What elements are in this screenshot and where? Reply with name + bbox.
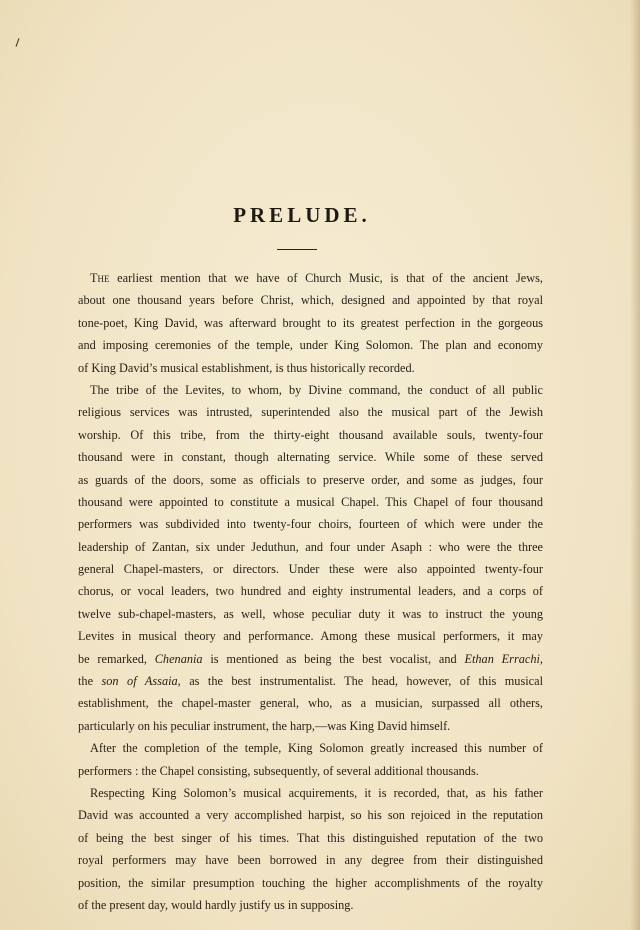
page-title: PRELUDE.	[233, 203, 371, 227]
text-line: The tribe of the Levites, to whom, by Divine command, the conduct of all public	[90, 382, 543, 397]
text-line: royal performers may have been borrowed in any degree from their distinguished	[78, 853, 543, 868]
text-line: leadership of Zantan, six under Jeduthun, and four under Asaph : who were the three	[78, 539, 543, 554]
text-line: Respecting King Solomon’s musical acquirements, it is recorded, that, as his father	[90, 785, 543, 800]
text-line: religious services was intrusted, superintended also the musical part of the Jewish	[78, 405, 543, 420]
text-line: performers was subdivided into twenty-four choirs, fourteen of which were under the	[78, 517, 543, 532]
text-line: and imposing ceremonies of the temple, under King Solomon. The plan and economy	[78, 338, 543, 353]
page-edge-shadow	[630, 0, 640, 930]
text-line: worship. Of this tribe, from the thirty-eight thousand available souls, twenty-four	[78, 427, 543, 442]
text-line: position, the similar presumption touching the higher accomplishments of the royalty	[78, 875, 543, 890]
text-line: performers : the Chapel consisting, subsequently, of several additional thousands.	[78, 763, 479, 778]
text-line: chorus, or vocal leaders, two hundred and eighty instrumental leaders, and a corps of	[78, 584, 543, 599]
text-line: twelve sub-chapel-masters, as well, whose peculiar duty it was to instruct the young	[78, 606, 543, 621]
text-line: thousand were in constant, though alternating service. While some of these served	[78, 450, 543, 465]
stray-pencil-mark	[15, 38, 19, 47]
text-line: of being the best singer of his times. That this distinguished reputation of the two	[78, 830, 543, 845]
text-line: establishment, the chapel-master general, who, as a musician, surpassed all others,	[78, 696, 543, 711]
title-divider	[277, 249, 317, 250]
text-line: be remarked, Chenania is mentioned as being the best vocalist, and Ethan Errachi,	[78, 651, 543, 666]
text-line: general Chapel-masters, or directors. Under these were also appointed twenty-four	[78, 562, 543, 577]
text-line: particularly on his peculiar instrument, the harp,—was King David himself.	[78, 718, 451, 733]
body-text	[78, 267, 543, 916]
text-line: of the present day, would hardly justify us in supposing.	[78, 897, 354, 912]
text-line: David was accounted a very accomplished harpist, so his son rejoiced in the reputation	[78, 808, 543, 823]
text-line: of King David’s musical establishment, is thus historically recorded.	[78, 360, 415, 375]
text-line: Levites in musical theory and performance. Among these musical performers, it may	[78, 629, 543, 644]
text-line: about one thousand years before Christ, which, designed and appointed by that royal	[78, 293, 543, 308]
text-line: After the completion of the temple, King Solomon greatly increased this number of	[90, 741, 543, 756]
text-line: The earliest mention that we have of Church Music, is that of the ancient Jews,	[90, 271, 543, 285]
text-line: tone-poet, King David, was afterward brought to its greatest perfection in the gorgeous	[78, 315, 543, 330]
text-line: the son of Assaia, as the best instrumentalist. The head, however, of this musical	[78, 674, 543, 689]
text-line: thousand were appointed to constitute a musical Chapel. This Chapel of four thousand	[78, 494, 543, 509]
text-line: as guards of the doors, some as officials to preserve order, and some as judges, four	[78, 472, 543, 487]
